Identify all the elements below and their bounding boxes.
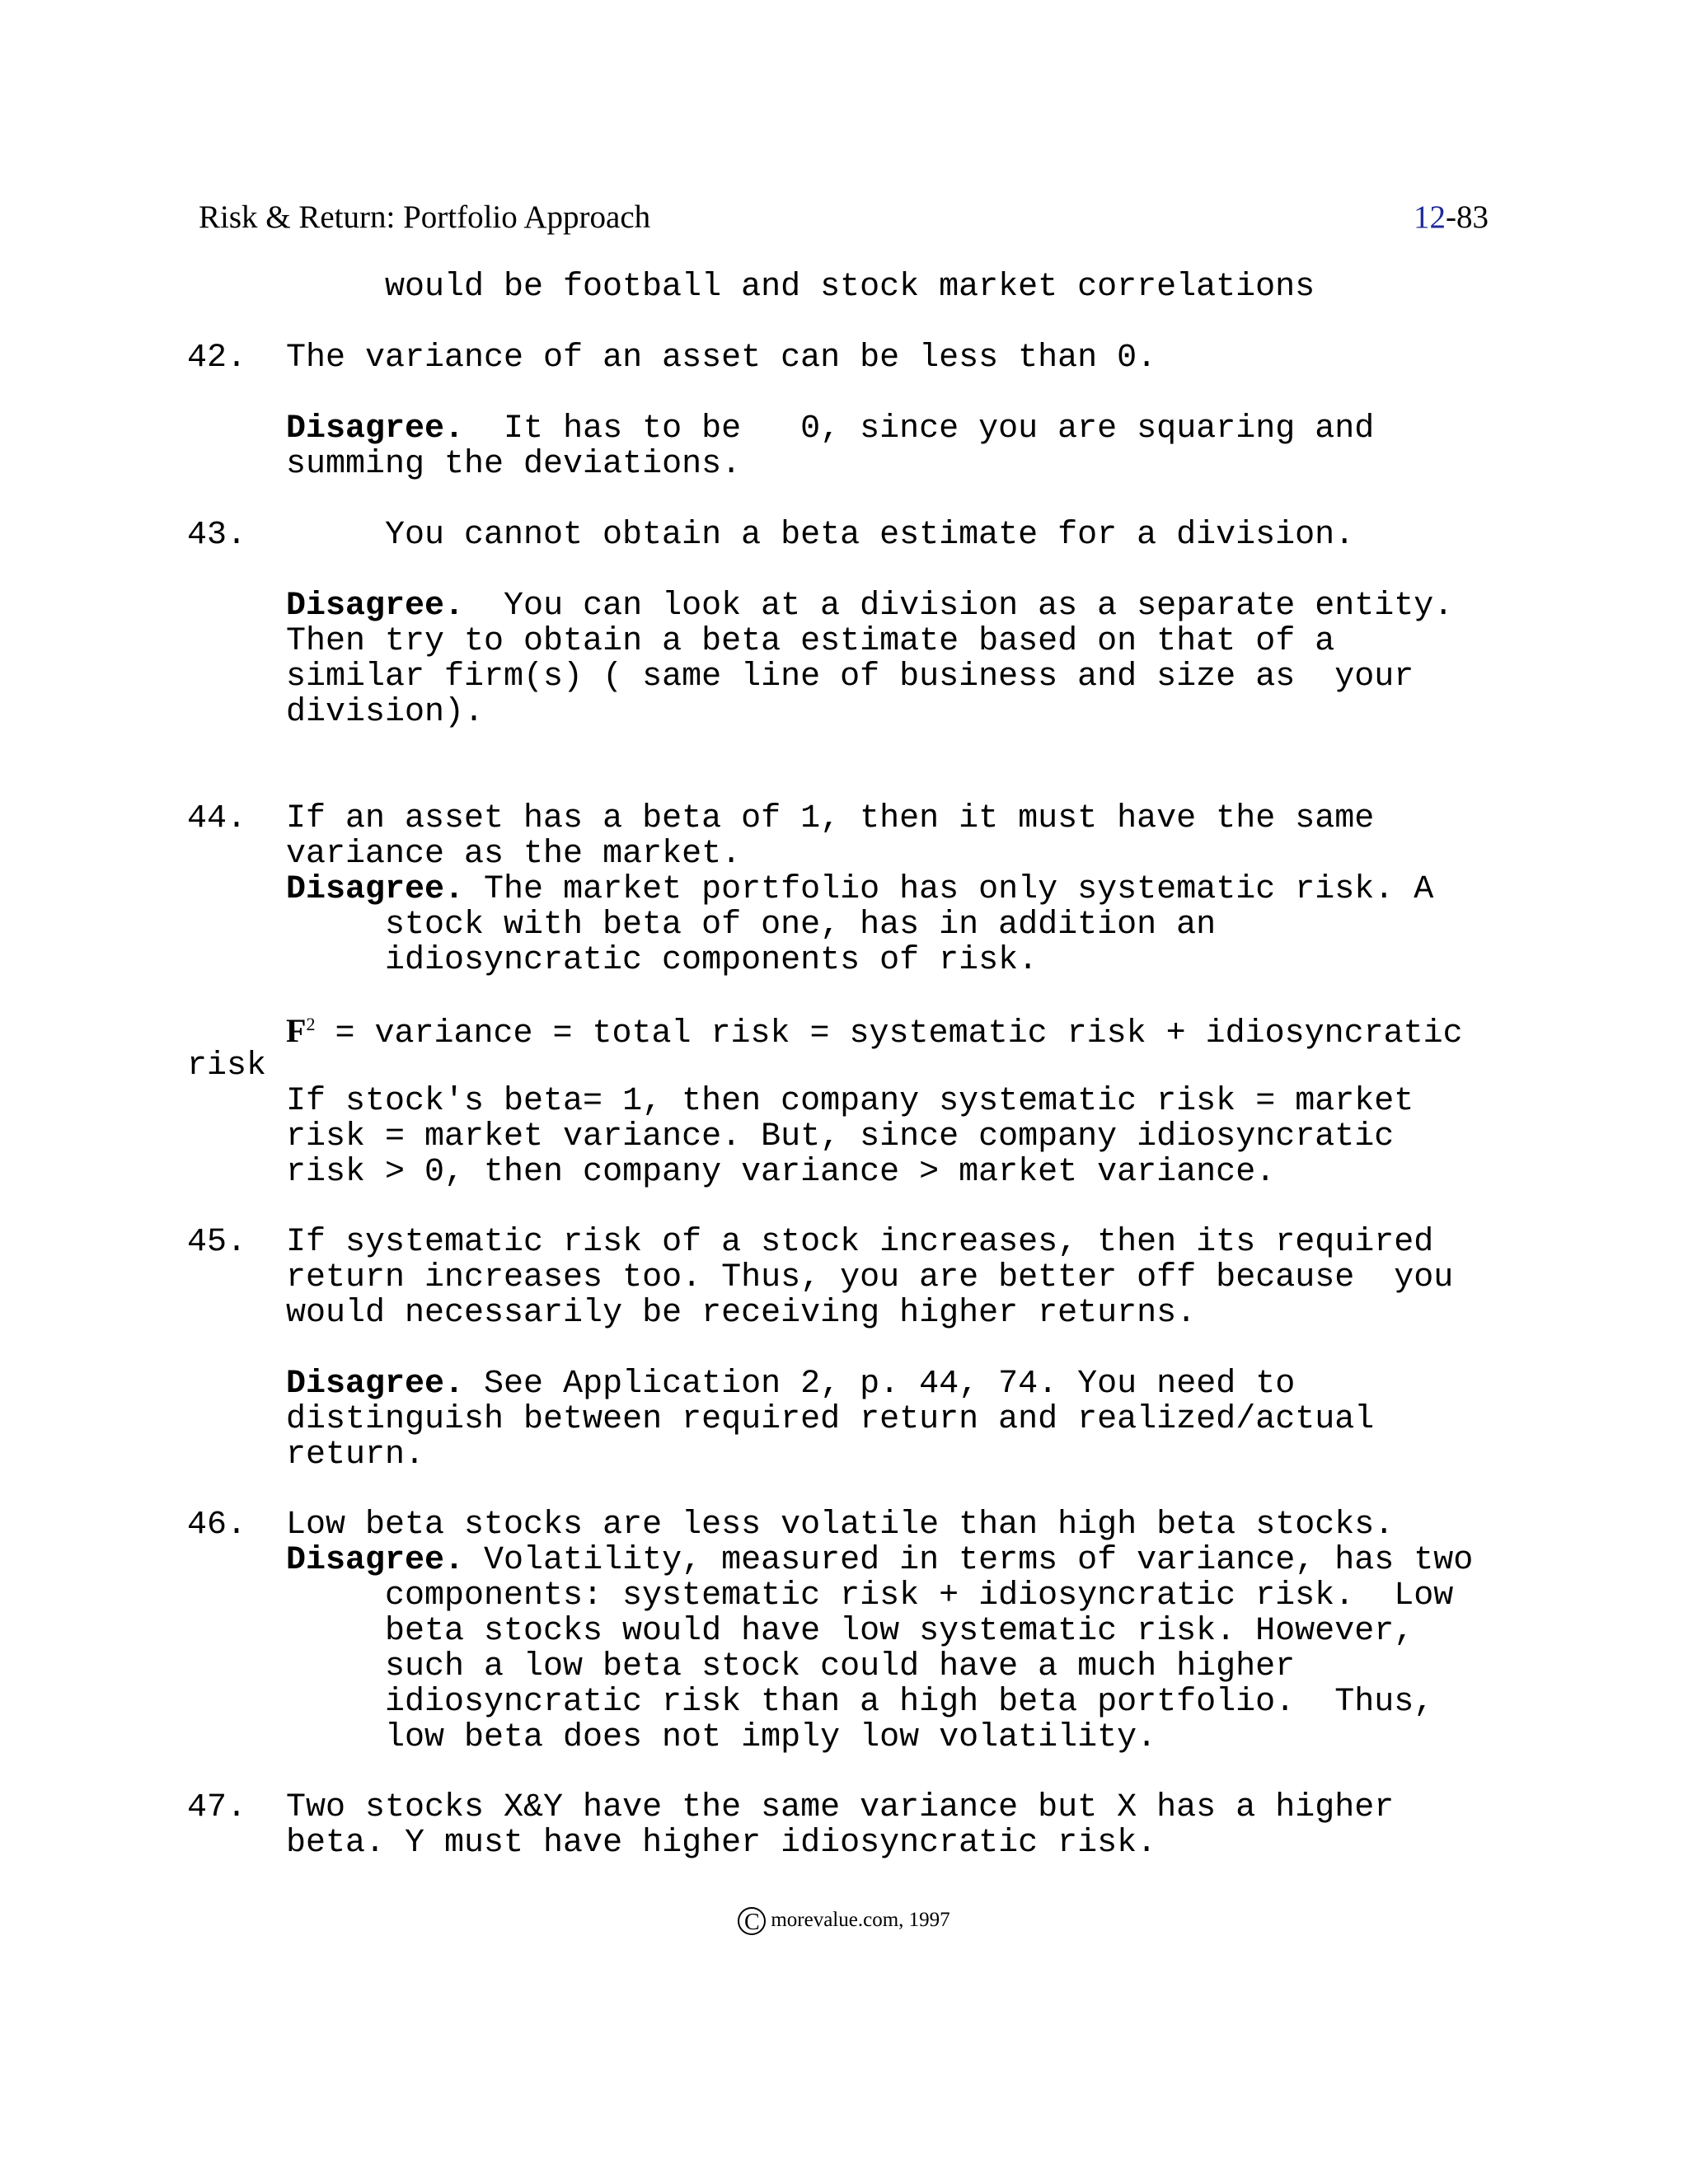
page-number-value: 83 xyxy=(1456,199,1489,235)
answer-44-text: The market portfolio has only systematic risk. A xyxy=(464,871,1434,908)
answer-46-text: Volatility, measured in terms of variance, has two xyxy=(464,1542,1474,1579)
verdict-46: Disagree. xyxy=(286,1542,465,1579)
answer-45-line-2: distinguish between required return and realized/actual xyxy=(286,1401,1375,1438)
answer-42-line-2: summing the deviations. xyxy=(286,446,742,483)
answer-44-line-1 xyxy=(286,872,1433,907)
answer-45-text: See Application 2, p. 44, 74. You need to xyxy=(464,1366,1296,1403)
verdict-44: Disagree. xyxy=(286,871,465,908)
answer-42-text: It has to be 0, since you are squaring and xyxy=(464,410,1375,448)
question-number-47: 47. xyxy=(187,1789,247,1826)
answer-45-line-3: return. xyxy=(286,1436,425,1474)
page-number-separator: - xyxy=(1446,199,1456,235)
answer-43-line-1 xyxy=(286,588,1453,624)
verdict-43: Disagree. xyxy=(286,588,465,625)
question-number-42: 42. xyxy=(187,340,247,377)
formula-wrap: risk xyxy=(187,1047,267,1085)
question-46-statement: Low beta stocks are less volatile than high beta stocks. xyxy=(286,1507,1395,1544)
question-47-statement-line-1: Two stocks X&Y have the same variance but X has a higher xyxy=(286,1789,1395,1826)
answer-42-line-1 xyxy=(286,411,1374,447)
answer-45-line-1 xyxy=(286,1366,1295,1402)
page-chapter-number: 12 xyxy=(1414,199,1446,235)
question-44-statement-line-2: variance as the market. xyxy=(286,836,742,873)
answer-43-line-2: Then try to obtain a beta estimate based on that of a xyxy=(286,623,1335,660)
answer-46-line-1 xyxy=(286,1543,1473,1578)
question-45-statement-line-1: If systematic risk of a stock increases, then its required xyxy=(286,1224,1434,1261)
note-44-line-2: risk = market variance. But, since company idiosyncratic xyxy=(286,1118,1395,1155)
answer-46-line-2: components: systematic risk + idiosyncratic risk. Low xyxy=(385,1577,1454,1615)
answer-44-line-2: stock with beta of one, has in addition an xyxy=(385,907,1217,944)
question-44-statement-line-1: If an asset has a beta of 1, then it must have the same xyxy=(286,800,1375,837)
formula-line xyxy=(286,1013,1463,1053)
question-47-statement-line-2: beta. Y must have higher idiosyncratic risk. xyxy=(286,1825,1157,1862)
answer-46-line-3: beta stocks would have low systematic risk. However, xyxy=(385,1613,1414,1650)
question-45-statement-line-3: would necessarily be receiving higher returns. xyxy=(286,1295,1197,1332)
answer-43-line-4: division). xyxy=(286,694,485,731)
question-45-statement-line-2: return increases too. Thus, you are better off because you xyxy=(286,1259,1454,1296)
answer-43-text: You can look at a division as a separate entity. xyxy=(464,588,1454,625)
formula-text: = variance = total risk = systematic risk + idiosyncratic xyxy=(315,1015,1463,1052)
sigma-exponent: 2 xyxy=(306,1014,316,1034)
answer-46-line-6: low beta does not imply low volatility. xyxy=(385,1719,1157,1756)
sigma-symbol: F xyxy=(286,1012,307,1049)
answer-46-line-4: such a low beta stock could have a much higher xyxy=(385,1648,1296,1685)
note-44-line-1: If stock's beta= 1, then company systematic risk = market xyxy=(286,1083,1414,1120)
note-44-line-3: risk > 0, then company variance > market variance. xyxy=(286,1154,1276,1191)
question-42-statement: The variance of an asset can be less than 0. xyxy=(286,340,1157,377)
answer-44-line-3: idiosyncratic components of risk. xyxy=(385,942,1039,979)
question-number-46: 46. xyxy=(187,1507,247,1544)
verdict-42: Disagree. xyxy=(286,410,465,448)
page-number xyxy=(1414,198,1489,237)
answer-43-line-3: similar firm(s) ( same line of business and size as your xyxy=(286,658,1414,696)
verdict-45: Disagree. xyxy=(286,1366,465,1403)
copyright-icon: C xyxy=(738,1907,766,1935)
question-43-statement: You cannot obtain a beta estimate for a division. xyxy=(385,517,1355,554)
footer-text: morevalue.com, 1997 xyxy=(771,1909,950,1931)
question-number-43: 43. xyxy=(187,517,247,554)
answer-46-line-5: idiosyncratic risk than a high beta portfolio. Thus, xyxy=(385,1684,1434,1721)
page-header-title: Risk & Return: Portfolio Approach xyxy=(199,199,651,235)
page-footer xyxy=(0,1904,1688,1937)
question-number-45: 45. xyxy=(187,1224,247,1261)
question-number-44: 44. xyxy=(187,800,247,837)
continuation-line: would be football and stock market correlations xyxy=(385,269,1315,306)
